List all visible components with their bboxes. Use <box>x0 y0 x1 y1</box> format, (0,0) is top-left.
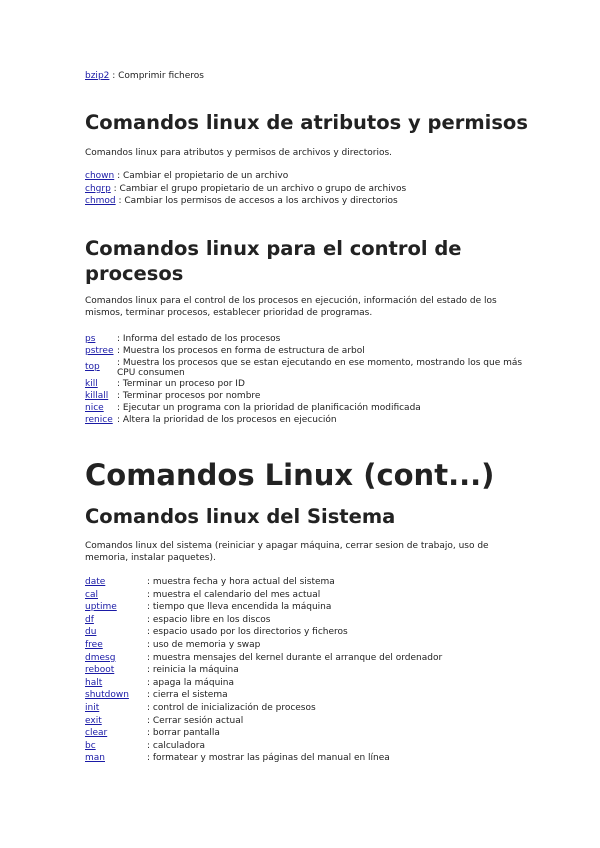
command-link-clear[interactable]: clear <box>85 728 108 739</box>
command-description: : Muestra los procesos que se estan ejecutando en ese momento, mostrando los que más CPU consumen <box>117 357 523 378</box>
command-description: : espacio libre en los discos <box>147 614 271 625</box>
list-item <box>85 358 525 378</box>
command-description: : Comprimir ficheros <box>109 71 205 81</box>
list-item <box>85 614 525 627</box>
intro-line <box>85 70 204 83</box>
command-link-reboot[interactable]: reboot <box>85 665 115 676</box>
command-link-chmod[interactable]: chmod <box>85 196 116 206</box>
command-description: : Altera la prioridad de los procesos en ejecución <box>117 415 337 426</box>
command-link-bc[interactable]: bc <box>85 740 96 751</box>
list-item <box>85 664 525 677</box>
command-description: : muestra el calendario del mes actual <box>147 589 321 600</box>
command-description: : borrar pantalla <box>147 728 220 739</box>
section-heading-attributes: Comandos linux de atributos y permisos <box>85 111 528 134</box>
list-item <box>85 702 525 715</box>
command-link-renice[interactable]: renice <box>85 415 113 426</box>
command-link-du[interactable]: du <box>85 627 97 638</box>
list-item <box>85 170 406 183</box>
command-link-chgrp[interactable]: chgrp <box>85 183 111 194</box>
list-item <box>85 727 525 740</box>
list-item <box>85 652 525 665</box>
command-list-attributes <box>85 170 406 208</box>
command-description: : Cambiar los permisos de accesos a los archivos y directorios <box>115 196 398 206</box>
command-description: : cierra el sistema <box>147 690 228 701</box>
section-paragraph-processes: Comandos linux para el control de los procesos en ejecución, información del estado de los mismos, terminar procesos, establecer prioridad de programas. <box>85 296 497 318</box>
command-link-halt[interactable]: halt <box>85 677 103 688</box>
command-link-shutdown[interactable]: shutdown <box>85 690 129 701</box>
command-link-cal[interactable]: cal <box>85 589 98 600</box>
command-link-bzip2[interactable]: bzip2 <box>85 71 110 81</box>
command-description: : Terminar procesos por nombre <box>117 390 261 401</box>
list-item <box>85 378 525 390</box>
list-item <box>85 589 525 602</box>
command-description: : muestra mensajes del kernel durante el arranque del ordenador <box>147 652 443 663</box>
command-description: : Cerrar sesión actual <box>147 715 244 726</box>
list-item <box>85 333 525 345</box>
command-description: : formatear y mostrar las páginas del manual en línea <box>147 753 390 764</box>
command-link-dmesg[interactable]: dmesg <box>85 652 116 663</box>
command-list-system <box>85 576 525 765</box>
command-link-free[interactable]: free <box>85 639 103 650</box>
command-link-pstree[interactable]: pstree <box>85 346 114 357</box>
list-item <box>85 390 525 402</box>
command-link-killall[interactable]: killall <box>85 390 109 401</box>
list-item <box>85 740 525 753</box>
list-item <box>85 402 525 414</box>
command-description: : Informa del estado de los procesos <box>117 334 281 344</box>
command-description: : Ejecutar un programa con la prioridad de planificación modificada <box>117 403 421 414</box>
command-link-top[interactable]: top <box>85 361 100 372</box>
command-description: : uso de memoria y swap <box>147 639 261 650</box>
command-link-ps[interactable]: ps <box>85 334 96 344</box>
list-item <box>85 183 406 196</box>
command-description: : Terminar un proceso por ID <box>117 378 245 389</box>
command-description: : Cambiar el grupo propietario de un archivo o grupo de archivos <box>110 183 407 194</box>
command-description: : tiempo que lleva encendida la máquina <box>147 602 332 613</box>
command-description: : apaga la máquina <box>147 677 235 688</box>
command-link-nice[interactable]: nice <box>85 403 104 414</box>
list-item <box>85 752 525 765</box>
list-item <box>85 626 525 639</box>
section-paragraph-system: Comandos linux del sistema (reiniciar y apagar máquina, cerrar sesion de trabajo, uso de memoria, instalar paquetes). <box>85 541 489 563</box>
command-description: : reinicia la máquina <box>147 665 239 676</box>
command-link-exit[interactable]: exit <box>85 715 102 726</box>
command-link-uptime[interactable]: uptime <box>85 602 117 613</box>
section-heading-processes: Comandos linux para el control de procesos <box>85 237 462 285</box>
command-description: : espacio usado por los directorios y ficheros <box>147 627 348 638</box>
command-description: : muestra fecha y hora actual del sistema <box>147 577 335 587</box>
list-item <box>85 601 525 614</box>
list-item <box>85 345 525 357</box>
list-item <box>85 195 406 208</box>
list-item <box>85 677 525 690</box>
section-paragraph-attributes: Comandos linux para atributos y permisos de archivos y directorios. <box>85 148 393 158</box>
command-list-processes <box>85 333 525 427</box>
command-description: : control de inicialización de procesos <box>147 702 316 713</box>
command-description: : calculadora <box>147 740 205 751</box>
page-title: Comandos Linux (cont...) <box>85 458 495 492</box>
command-link-init[interactable]: init <box>85 702 100 713</box>
command-link-man[interactable]: man <box>85 753 105 764</box>
command-link-df[interactable]: df <box>85 614 94 625</box>
command-link-chown[interactable]: chown <box>85 171 115 181</box>
list-item <box>85 689 525 702</box>
command-description: : Muestra los procesos en forma de estructura de arbol <box>117 346 365 357</box>
list-item <box>85 576 525 589</box>
list-item <box>85 715 525 728</box>
command-link-date[interactable]: date <box>85 577 106 587</box>
command-link-kill[interactable]: kill <box>85 378 98 389</box>
list-item <box>85 639 525 652</box>
list-item <box>85 414 525 426</box>
command-description: : Cambiar el propietario de un archivo <box>114 171 289 181</box>
section-heading-system: Comandos linux del Sistema <box>85 505 396 528</box>
